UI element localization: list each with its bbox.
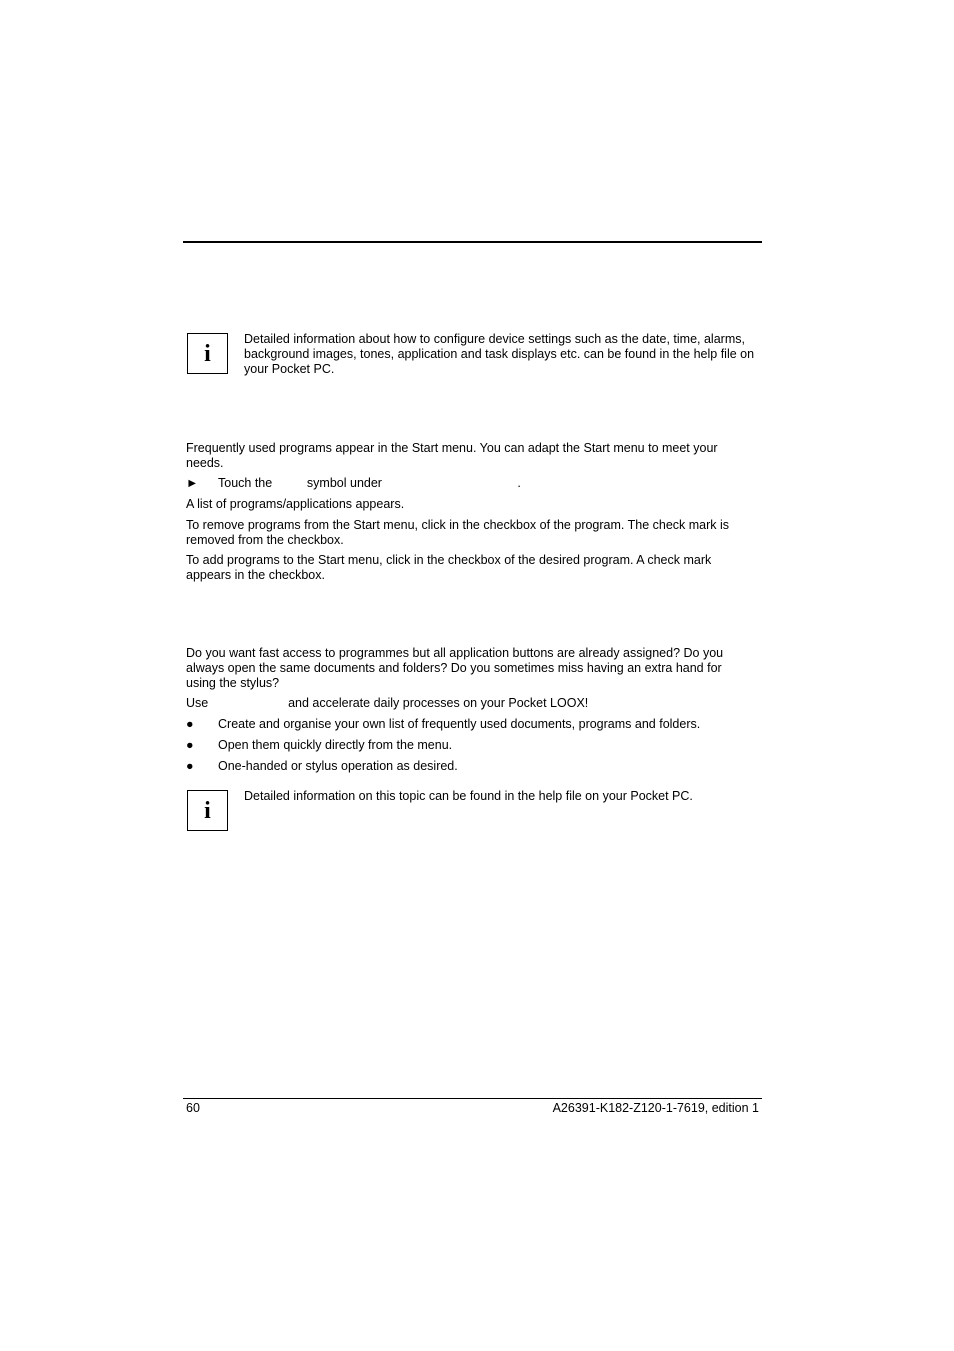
- list-item: Create and organise your own list of frequently used documents, programs and folders.: [218, 717, 701, 731]
- step-arrow-icon: ►: [186, 476, 199, 490]
- start-menu-intro: Frequently used programs appear in the Start menu. You can adapt the Start menu to meet your needs.: [186, 441, 718, 470]
- fast-access-intro: Do you want fast access to programmes but all application buttons are already assigned? Do you always open the same documents and folders? Do you sometimes miss having an extra hand for using the stylus?: [186, 646, 724, 690]
- bullet-icon: ●: [186, 759, 194, 773]
- bullet-icon: ●: [186, 738, 194, 752]
- step-instruction: Touch the symbol under .: [218, 476, 521, 490]
- header-rule: [183, 241, 762, 243]
- list-item: Open them quickly directly from the menu.: [218, 738, 453, 752]
- start-menu-result: A list of programs/applications appears.: [186, 497, 405, 511]
- list-item: One-handed or stylus operation as desired.: [218, 759, 458, 773]
- bullet-icon: ●: [186, 717, 194, 731]
- start-menu-remove: To remove programs from the Start menu, click in the checkbox of the program. The check mark is removed from the checkbox.: [186, 518, 730, 547]
- note-settings: Detailed information about how to configure device settings such as the date, time, alarms, background images, tones, application and task displays etc. can be found in the help file on your Pocket PC.: [244, 332, 755, 376]
- footer-rule: [183, 1098, 762, 1099]
- fast-access-use-line: Use and accelerate daily processes on your Pocket LOOX!: [186, 696, 589, 710]
- page-number: 60: [186, 1101, 200, 1115]
- info-icon: i: [187, 333, 228, 374]
- note-help: Detailed information on this topic can be found in the help file on your Pocket PC.: [244, 789, 693, 803]
- document-id: A26391-K182-Z120-1-7619, edition 1: [552, 1101, 759, 1115]
- info-icon: i: [187, 790, 228, 831]
- start-menu-add: To add programs to the Start menu, click in the checkbox of the desired program. A check mark appears in the checkbox.: [186, 553, 712, 582]
